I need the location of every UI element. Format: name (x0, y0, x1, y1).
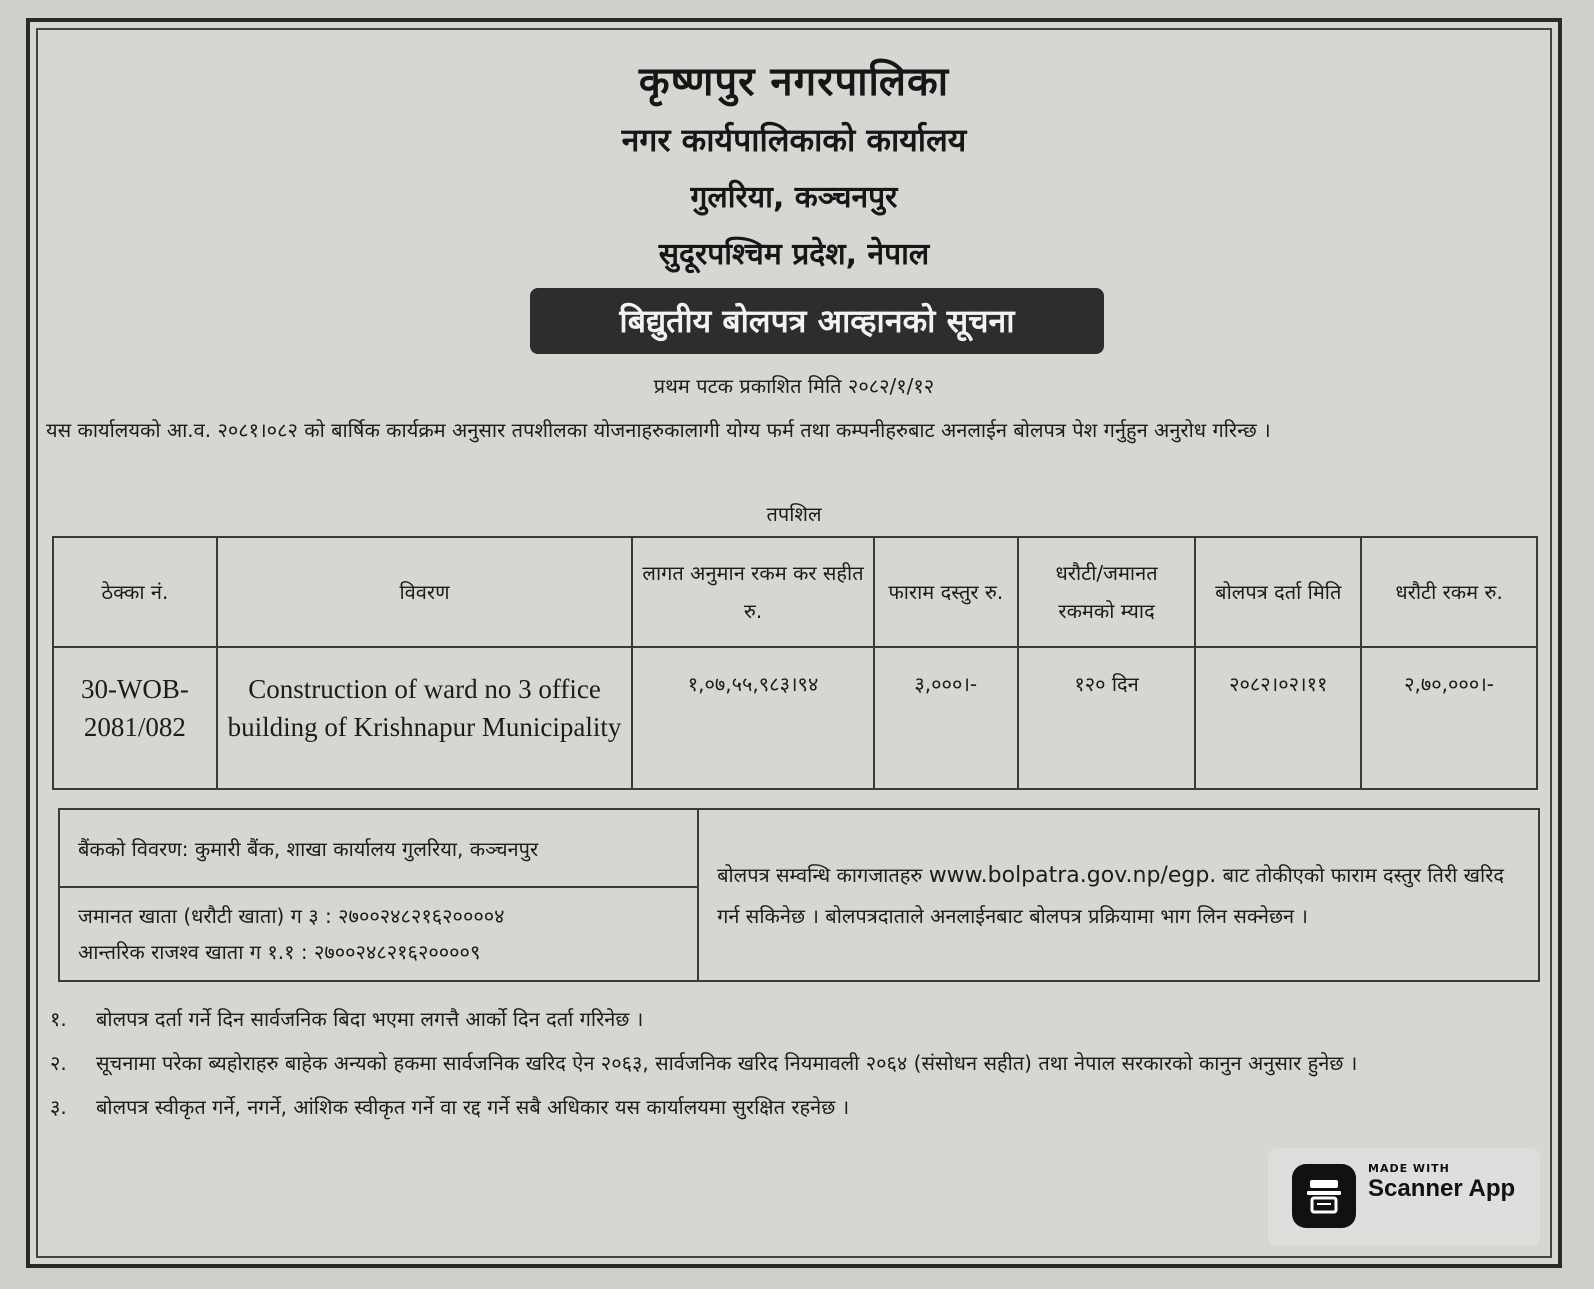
cell-description: Construction of ward no 3 office building of Krishnapur Municipality (217, 647, 632, 789)
scanner-app-icon (1292, 1164, 1356, 1228)
revenue-account: आन्तरिक राजश्व खाता ग १.१ : २७००२४८२१६२००००९ (78, 940, 481, 964)
note-text: सूचनामा परेका ब्यहोराहरु बाहेक अन्यको हकमा सार्वजनिक खरिद ऐन २०६३, सार्वजनिक खरिद नियमावली २०६४ (संसोधन सहीत) तथा नेपाल सरकारको कानुन अनुसार हुनेछ । (96, 1051, 1358, 1075)
notice-frame (26, 18, 1562, 1268)
col-contract-no: ठेक्का नं. (53, 537, 217, 647)
province-name: सुदूरपश्चिम प्रदेश, नेपाल (658, 237, 930, 272)
cell-deposit: २,७०,०००।- (1361, 647, 1537, 789)
list-item (46, 1042, 1540, 1084)
office-address: गुलरिया, कञ्चनपुर (690, 180, 898, 215)
note-text: बोलपत्र दर्ता गर्ने दिन सार्वजनिक बिदा भएमा लगत्तै आर्को दिन दर्ता गरिनेछ । (96, 1007, 644, 1031)
documents-prefix: बोलपत्र सम्वन्धि कागजातहरु (717, 862, 923, 887)
cell-estimate: १,०७,५५,९८३।९४ (632, 647, 874, 789)
note-number: २. (50, 1051, 67, 1075)
col-reg-date: बोलपत्र दर्ता मिति (1195, 537, 1361, 647)
bank-name: बैंकको विवरण: कुमारी बैंक, शाखा कार्यालय गुलरिया, कञ्चनपुर (59, 809, 698, 887)
scanner-app-watermark (1268, 1148, 1540, 1246)
table-caption: तपशिल (766, 502, 822, 526)
office-name: नगर कार्यपालिकाको कार्यालय (621, 121, 967, 159)
bank-details-table (58, 808, 1540, 982)
bolpatra-url: www.bolpatra.gov.np/egp. (928, 862, 1217, 888)
note-number: १. (50, 1007, 67, 1031)
bank-accounts (59, 887, 698, 981)
documents-suffix: बाट तोकीएको फाराम दस्तुर तिरी खरिद गर्न सकिनेछ । बोलपत्रदाताले अनलाईनबाट बोलपत्र प्रक्रियामा भाग लिन सक्नेछन । (717, 862, 1505, 928)
list-item (46, 998, 1540, 1040)
guarantee-account: जमानत खाता (धरौटी खाता) ग ३ : २७००२४८२१६२००००४ (78, 904, 505, 928)
note-number: ३. (50, 1095, 67, 1119)
table-row (53, 647, 1537, 789)
documents-info (698, 809, 1539, 981)
col-validity: धरौटी/जमानत रकमको म्याद (1018, 537, 1196, 647)
publish-date: प्रथम पटक प्रकाशित मिति २०८२/१/१२ (653, 374, 935, 398)
col-deposit: धरौटी रकम रु. (1361, 537, 1537, 647)
cell-reg-date: २०८२।०२।११ (1195, 647, 1361, 789)
scanner-app-name: Scanner App (1368, 1175, 1516, 1202)
cell-form-fee: ३,०००।- (874, 647, 1018, 789)
tender-table (52, 536, 1538, 790)
table-header-row (53, 537, 1537, 647)
col-estimate: लागत अनुमान रकम कर सहीत रु. (632, 537, 874, 647)
note-text: बोलपत्र स्वीकृत गर्ने, नगर्ने, आंशिक स्वीकृत गर्ने वा रद्द गर्ने सबै अधिकार यस कार्यालयमा सुरक्षित रहनेछ । (96, 1095, 850, 1119)
col-description: विवरण (217, 537, 632, 647)
intro-paragraph: यस कार्यालयको आ.व. २०८१।०८२ को बार्षिक कार्यक्रम अनुसार तपशीलका योजनाहरुकालागी योग्य फर्म तथा कम्पनीहरुबाट अनलाईन बोलपत्र पेश गर्नुहुन अनुरोध गरिन्छ । (46, 418, 1271, 442)
list-item (46, 1086, 1540, 1128)
col-form-fee: फाराम दस्तुर रु. (874, 537, 1018, 647)
notes-list (46, 998, 1540, 1130)
cell-validity: १२० दिन (1018, 647, 1196, 789)
made-with-label: MADE WITH (1368, 1162, 1450, 1175)
notice-title-banner: बिद्युतीय बोलपत्र आव्हानको सूचना (530, 288, 1104, 354)
cell-contract-no: 30-WOB-2081/082 (53, 647, 217, 789)
municipality-name: कृष्णपुर नगरपालिका (638, 59, 950, 105)
